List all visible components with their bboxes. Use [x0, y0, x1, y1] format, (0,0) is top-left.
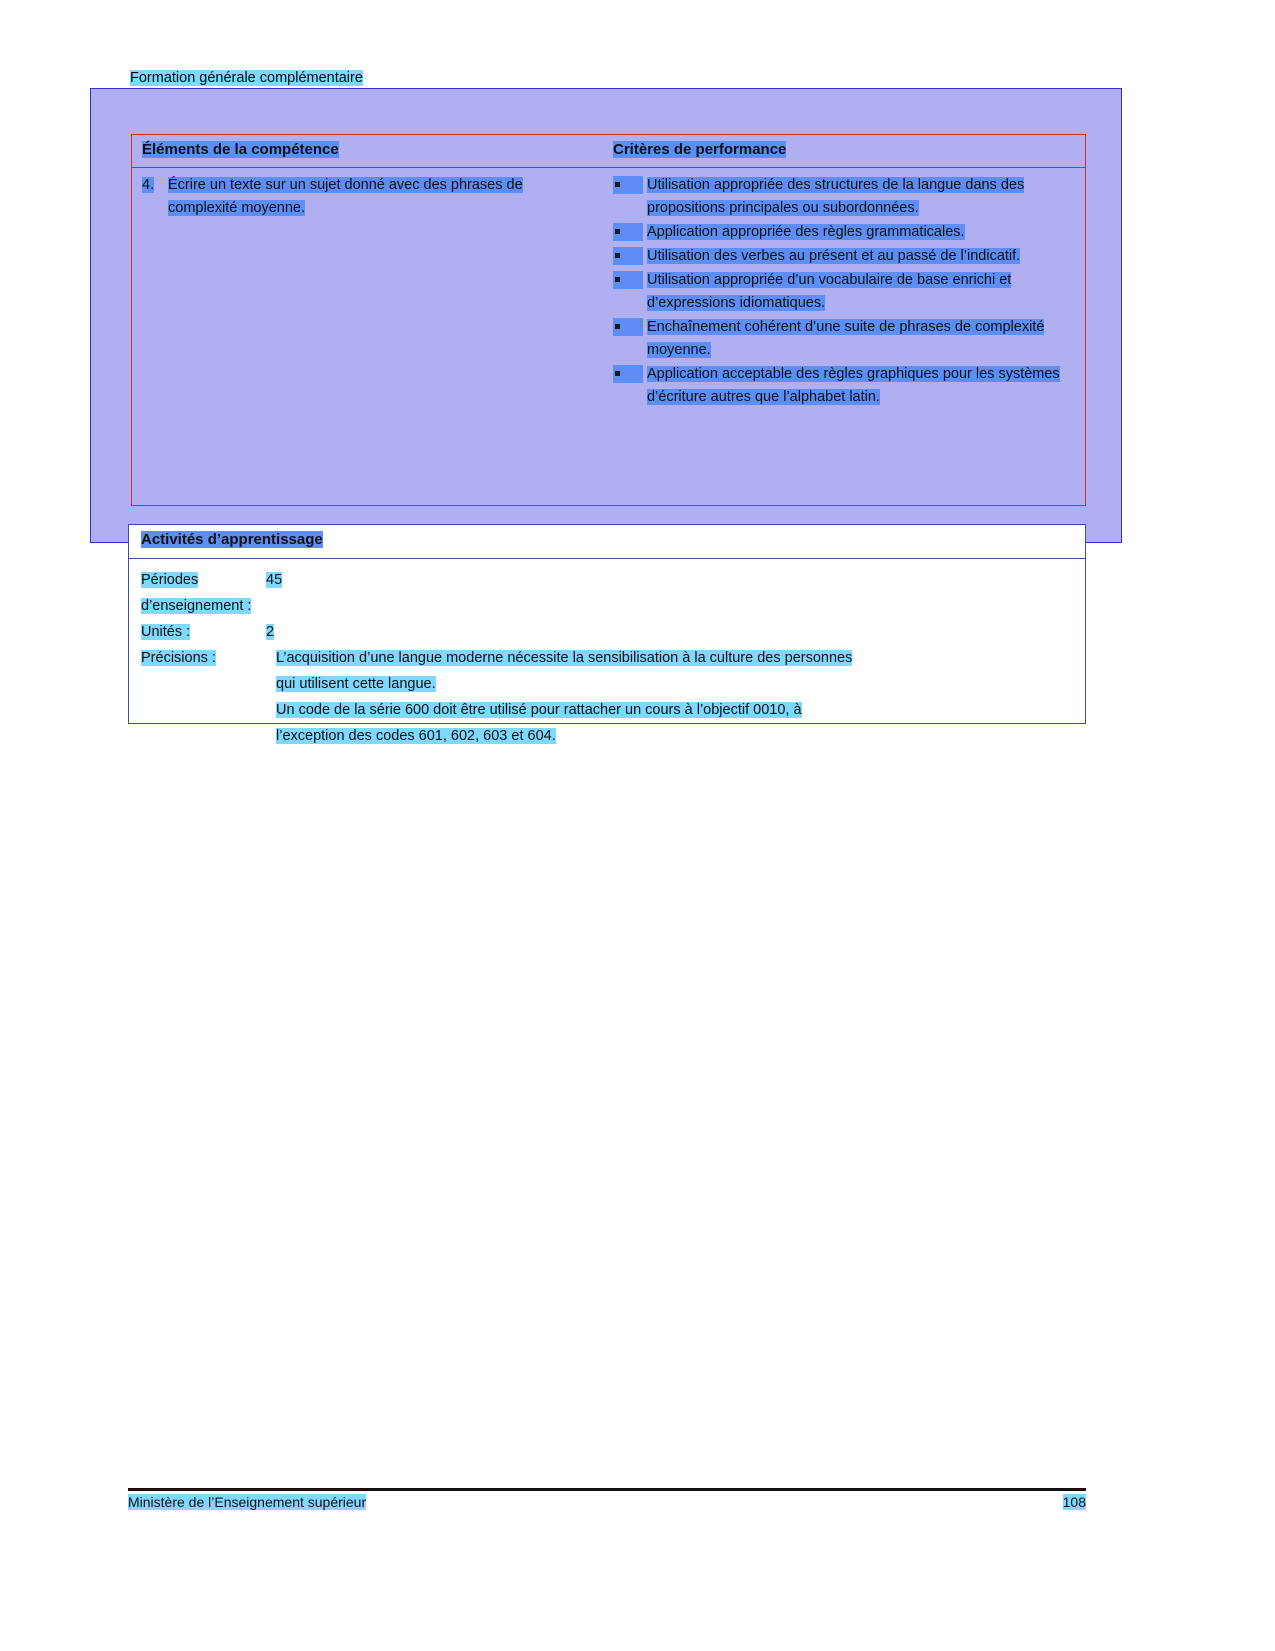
activities-row-precisions	[129, 645, 1085, 749]
precisions-value: L’acquisition d’une langue moderne nécessite la sensibilisation à la culture des personnes qui utilisent cette langue. Un code de la série 600 doit être utilisé pour rattacher un cours à l’objectif 0010, à l’exception des codes 601, 602, 603 et 604.	[276, 650, 853, 744]
section-title: Formation générale complémentaire	[130, 70, 363, 86]
column-header-elements: Éléments de la compétence	[142, 141, 339, 158]
list-item: Application acceptable des règles graphiques pour les systèmes d’écriture autres que l’alphabet latin.	[613, 363, 1068, 409]
footer-ministry: Ministère de l’Enseignement supérieur	[128, 1494, 367, 1510]
periods-value: 45	[266, 572, 283, 588]
element-text: Écrire un texte sur un sujet donné avec des phrases de complexité moyenne.	[168, 177, 523, 216]
list-item: Enchaînement cohérent d’une suite de phrases de complexité moyenne.	[613, 316, 1068, 362]
criteria-column	[613, 174, 1068, 410]
footer-page-number: 108	[1062, 1494, 1086, 1510]
list-item: Utilisation appropriée d’un vocabulaire de base enrichi et d’expressions idiomatiques.	[613, 269, 1068, 315]
bullet-icon	[615, 182, 620, 187]
page-header	[130, 70, 1030, 86]
competency-table-body	[132, 168, 1085, 506]
activities-title: Activités d’apprentissage	[141, 531, 323, 548]
list-item: Application appropriée des règles grammaticales.	[613, 221, 1068, 244]
competency-table-header-row	[132, 135, 1085, 168]
element-item	[142, 174, 592, 220]
bullet-icon	[615, 371, 620, 376]
bullet-icon	[615, 253, 620, 258]
periods-label: Périodes d’enseignement :	[141, 572, 252, 614]
element-number: 4.	[142, 177, 155, 193]
page-footer	[128, 1494, 1086, 1510]
list-item: Utilisation appropriée des structures de la langue dans des propositions principales ou subordonnées.	[613, 174, 1068, 220]
activities-body	[129, 559, 1085, 749]
bullet-icon	[615, 229, 620, 234]
bullet-icon	[615, 277, 620, 282]
bullet-icon	[615, 324, 620, 329]
activities-header	[129, 525, 1085, 559]
column-header-criteria: Critères de performance	[613, 141, 787, 158]
units-label: Unités :	[141, 624, 191, 640]
elements-column	[142, 174, 592, 220]
list-item: Utilisation des verbes au présent et au passé de l’indicatif.	[613, 245, 1068, 268]
activities-row-units	[129, 619, 1085, 645]
precisions-label: Précisions :	[141, 650, 216, 666]
competency-table	[131, 134, 1086, 506]
units-value: 2	[266, 624, 275, 640]
criteria-list	[613, 174, 1068, 409]
learning-activities-table	[128, 524, 1086, 744]
footer-divider	[128, 1488, 1086, 1491]
activities-row-periods	[129, 567, 1085, 619]
